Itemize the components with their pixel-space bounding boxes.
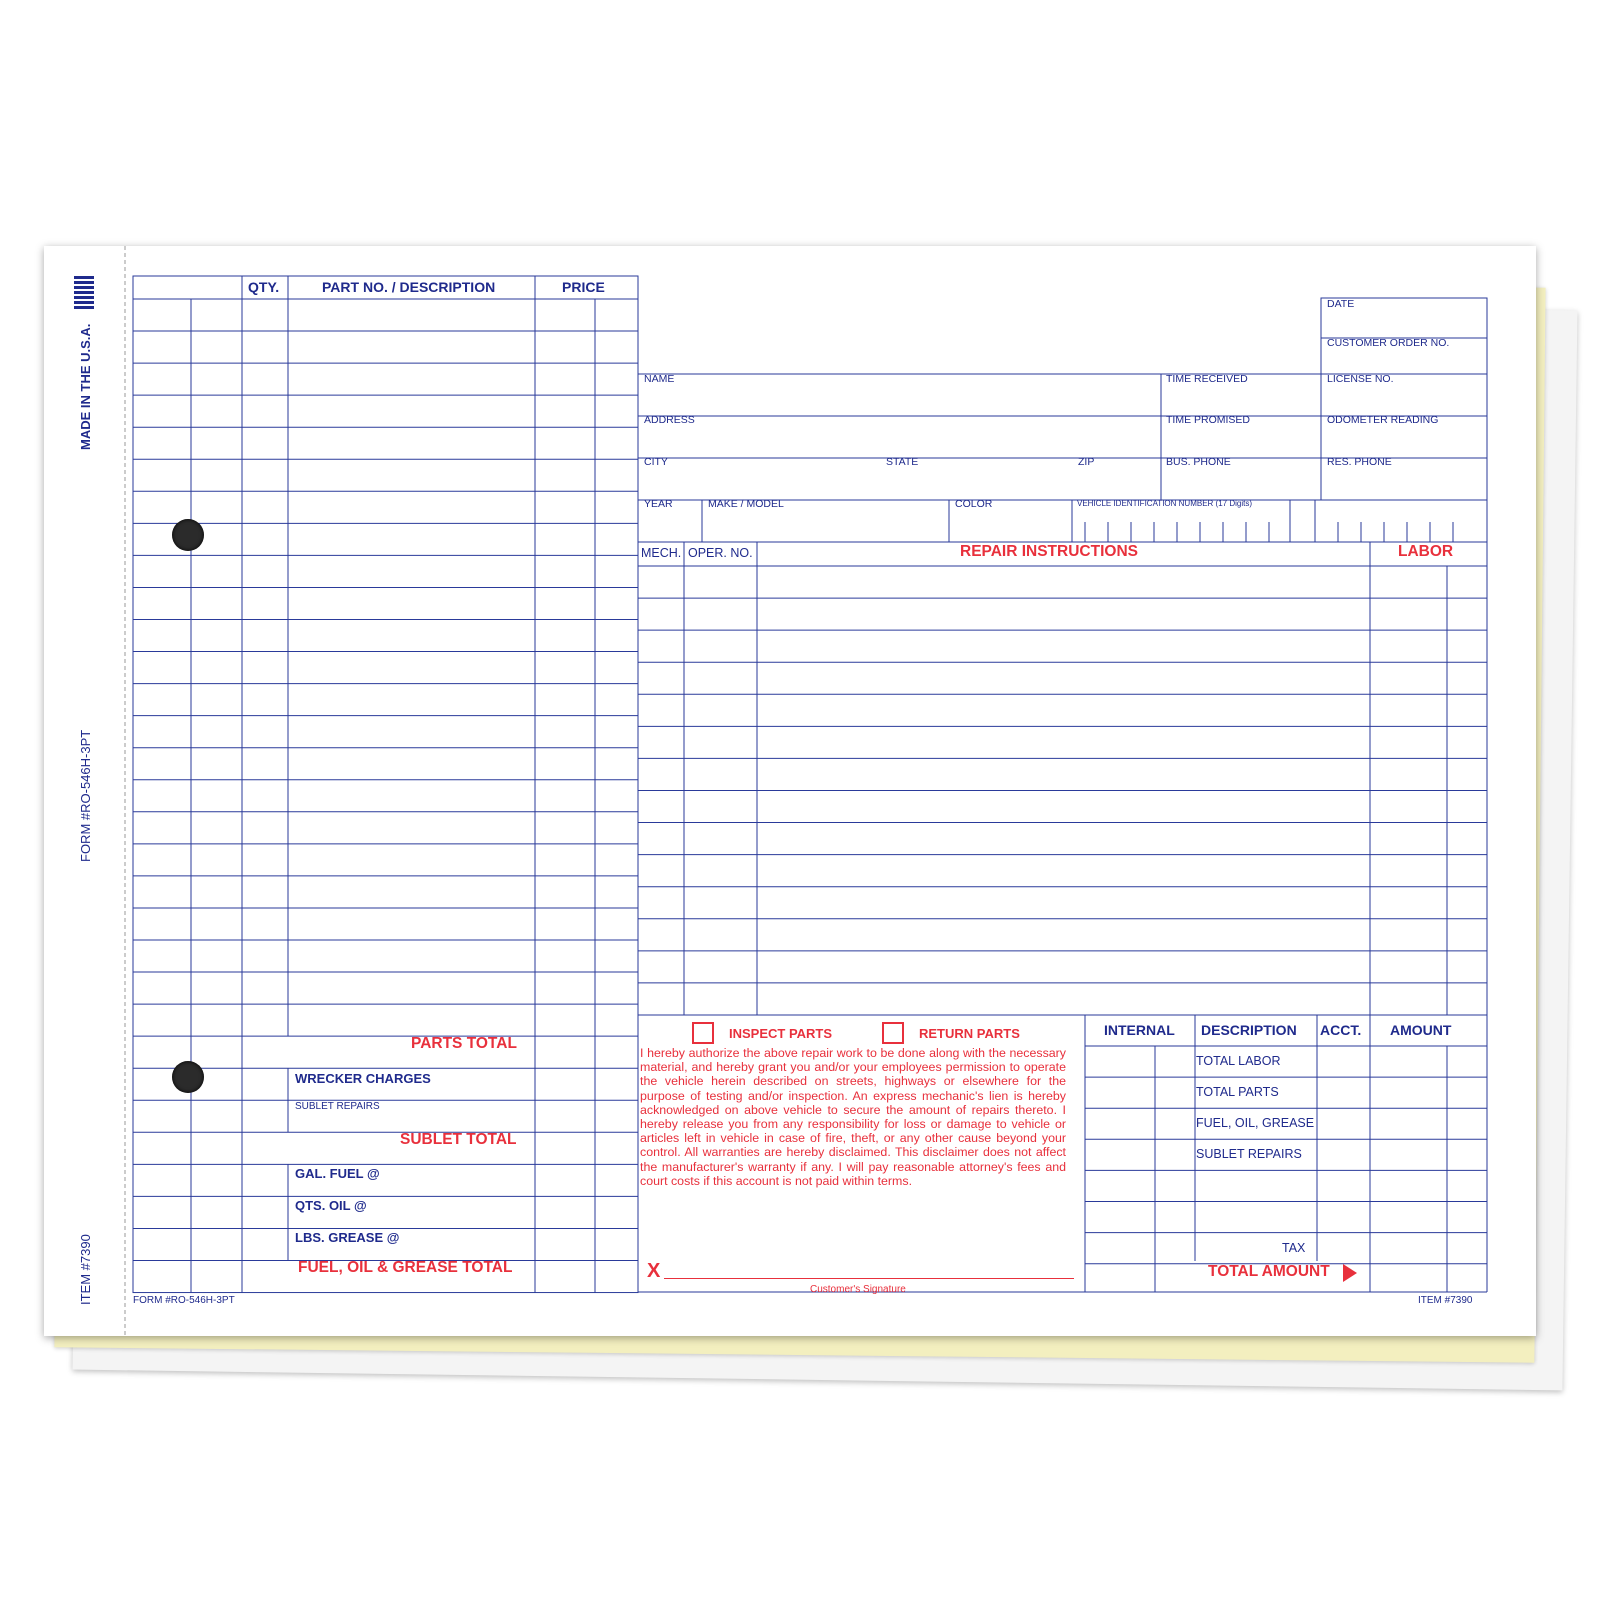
fuel-oil-grease-total-label: FUEL, OIL & GREASE TOTAL — [298, 1259, 513, 1276]
name-label: NAME — [644, 373, 675, 385]
fuel-oil-grease-label: FUEL, OIL, GREASE — [1196, 1116, 1315, 1130]
year-label: YEAR — [644, 498, 673, 510]
authorization-disclaimer: I hereby authorize the above repair work to be done along with the necessary material, and hereby grant you and/or your employees permission to operate the vehicle herein described on streets, highways or elsewhere for the purpose of testing and/or inspection. An express mechanic's lien is hereby acknowledged on above vehicle to secure the amount of repairs thereto. I hereby release you from any responsibility for loss or damage to vehicle or articles left in vehicle in case of fire, theft, or any other cause beyond your control. All warranties are hereby disclaimed. This disclaimer does not affect the manufacturer's warranty if any. I will pay reasonable attorney's fees and court costs if this account is not paid within terms. — [640, 1046, 1066, 1188]
state-label: STATE — [886, 456, 919, 468]
usa-flag-icon — [74, 276, 94, 310]
res-phone-label: RES. PHONE — [1327, 456, 1392, 468]
return-parts-label: RETURN PARTS — [919, 1026, 1020, 1041]
make-model-label: MAKE / MODEL — [708, 498, 784, 510]
price-header: PRICE — [562, 279, 605, 295]
repair-instructions-header: REPAIR INSTRUCTIONS — [960, 543, 1138, 560]
return-parts-checkbox[interactable] — [882, 1022, 904, 1044]
date-label: DATE — [1327, 298, 1355, 310]
zip-label: ZIP — [1078, 456, 1095, 468]
sublet-repairs-label: SUBLET REPAIRS — [295, 1101, 380, 1112]
bus-phone-label: BUS. PHONE — [1166, 456, 1231, 468]
signature-x-mark: X — [647, 1260, 661, 1282]
acct-header: ACCT. — [1320, 1022, 1362, 1038]
binder-hole-bottom — [172, 1061, 204, 1093]
oper-no-header: OPER. NO. — [688, 546, 753, 560]
time-promised-label: TIME PROMISED — [1166, 414, 1251, 426]
spine-form-number: FORM #RO-546H-3PT — [78, 729, 93, 862]
qty-header: QTY. — [248, 279, 280, 295]
total-amount-arrow-icon — [1343, 1264, 1357, 1282]
license-label: LICENSE NO. — [1327, 373, 1394, 385]
customer-order-label: CUSTOMER ORDER NO. — [1327, 337, 1450, 349]
inspect-parts-label: INSPECT PARTS — [729, 1026, 833, 1041]
sublet-total-label: SUBLET TOTAL — [400, 1131, 517, 1148]
wrecker-charges-label: WRECKER CHARGES — [295, 1071, 431, 1086]
lbs-grease-label: LBS. GREASE @ — [295, 1230, 400, 1245]
address-label: ADDRESS — [644, 414, 695, 426]
time-received-label: TIME RECEIVED — [1166, 373, 1248, 385]
gal-fuel-label: GAL. FUEL @ — [295, 1166, 380, 1181]
footer-item-number: ITEM #7390 — [1418, 1295, 1473, 1306]
total-parts-label: TOTAL PARTS — [1196, 1085, 1279, 1099]
signature-line[interactable] — [664, 1278, 1074, 1279]
labor-header: LABOR — [1398, 543, 1454, 560]
total-labor-label: TOTAL LABOR — [1196, 1054, 1281, 1068]
part-description-header: PART NO. / DESCRIPTION — [322, 279, 496, 295]
made-in-usa: MADE IN THE U.S.A. — [78, 323, 93, 450]
parts-total-label: PARTS TOTAL — [411, 1035, 517, 1052]
qts-oil-label: QTS. OIL @ — [295, 1198, 367, 1213]
description-header: DESCRIPTION — [1201, 1022, 1297, 1038]
internal-header: INTERNAL — [1104, 1022, 1175, 1038]
spine-item-number: ITEM #7390 — [78, 1234, 93, 1305]
inspect-parts-checkbox[interactable] — [692, 1022, 714, 1044]
binder-hole-top — [172, 519, 204, 551]
tax-label: TAX — [1282, 1241, 1306, 1255]
footer-form-number: FORM #RO-546H-3PT — [133, 1295, 235, 1306]
odometer-label: ODOMETER READING — [1327, 414, 1439, 426]
total-amount-label: TOTAL AMOUNT — [1208, 1263, 1330, 1280]
color-label: COLOR — [955, 498, 993, 510]
mech-header: MECH. — [641, 546, 682, 560]
vin-label: VEHICLE IDENTIFICATION NUMBER (17 Digits) — [1077, 499, 1252, 508]
city-label: CITY — [644, 456, 668, 468]
summary-sublet-repairs-label: SUBLET REPAIRS — [1196, 1147, 1302, 1161]
amount-header: AMOUNT — [1390, 1022, 1452, 1038]
customer-signature-label: Customer's Signature — [810, 1284, 906, 1295]
